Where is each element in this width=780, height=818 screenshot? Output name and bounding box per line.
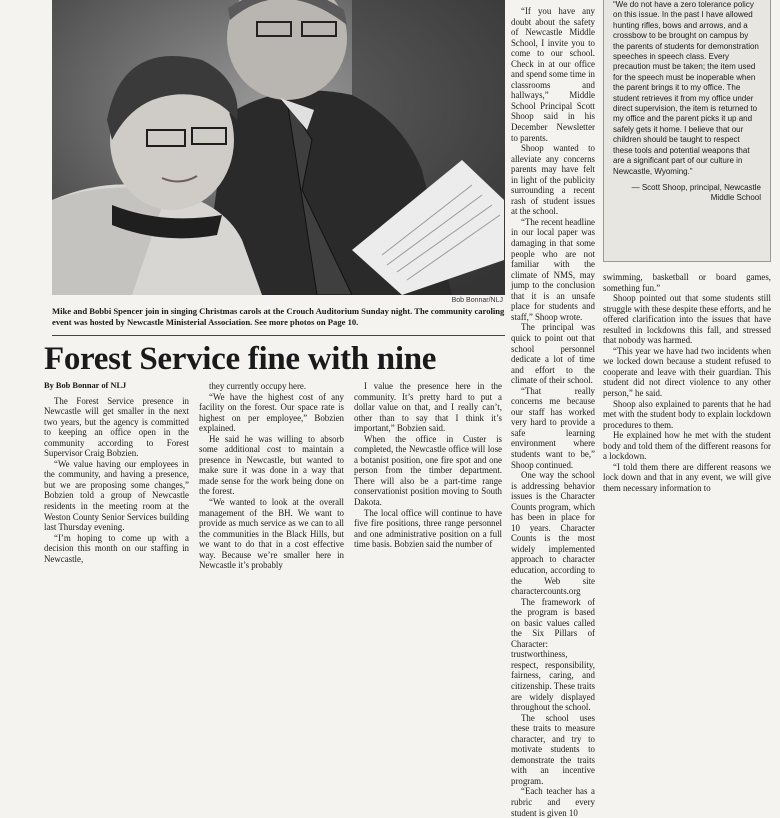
- paragraph: I value the presence here in the community. It’s pretty hard to put a dollar value on that, and I really can’t, other than to say that I think it’s important,” Bobzien said.: [354, 381, 502, 434]
- paragraph: The principal was quick to point out that school personnel dedicate a lot of time and effort to the climate of their school.: [511, 322, 595, 386]
- sidebar-attribution: — Scott Shoop, principal, Newcastle Middle School: [631, 182, 761, 203]
- byline: By Bob Bonnar of NLJ: [44, 381, 127, 390]
- sidebar-quote: “We do not have a zero tolerance policy on this issue. In the past I have allowed hunting rifles, bows and arrows, and a crossbow to be brought on campus by the parents of students for demonstration speeches in speech class. Every precaution must be taken; the item used for the speech must be inoperable when the parent brings it to my office. The student retrieves it from my office under direct supervision, the item is returned to my office and the parent picks it up and safely gets it home. I believe that our children should be taught to respect these tools and potential weapons that are a significant part of our culture in Newcastle, Wyoming.”: [613, 0, 759, 176]
- headline: Forest Service fine with nine: [44, 341, 437, 377]
- article1-col1: [44, 381, 189, 564]
- article1-col3: [354, 381, 502, 550]
- carolers-photo: [52, 0, 505, 295]
- paragraph: “Each teacher has a rubric and every student is given 10: [511, 786, 595, 818]
- paragraph: “I told them there are different reasons we lock down and that in any event, we will give them necessary information to: [603, 461, 771, 493]
- paragraph: they currently occupy here.: [209, 381, 307, 391]
- paragraph: The Forest Service presence in Newcastle will get smaller in the next two years, but the agency is committed to keeping an office open in the community according to Forest Supervisor Craig Bobzien.: [44, 395, 189, 459]
- paragraph: The local office will continue to have five fire positions, three range personnel and one administrative position on a full time basis. Bobzien said the number of: [354, 507, 502, 550]
- paragraph: “I’m hoping to come up with a decision this month on our staffing in Newcastle,: [44, 532, 189, 564]
- article1-col2: [199, 381, 344, 571]
- paragraph: swimming, basketball or board games, something fun.”: [603, 272, 771, 293]
- paragraph: Shoop pointed out that some students still struggle with these despite these efforts, and he offered clarification into the issues that have resulted in lockdowns this fall, and stressed that nobody was harmed.: [603, 293, 771, 346]
- paragraph: One way the school is addressing behavior issues is the Character Counts program, which has been in place for 10 years. Character Counts is the most widely implemented approach to character education, according to the Web site charactercounts.org: [511, 470, 595, 597]
- paragraph: “That really concerns me because our staff has worked very hard to provide a safe learning environment where students want to be,” Shoop continued.: [511, 385, 595, 470]
- paragraph: The school uses these traits to measure character, and try to motivate students to demonstrate the traits with an incentive program.: [511, 712, 595, 786]
- photo-caption: Mike and Bobbi Spencer join in singing Christmas carols at the Crouch Auditorium Sunday night. The community caroling event was hosted by Newcastle Ministerial Association. See more photos on Page 10.: [52, 306, 505, 327]
- article2-col1: [511, 6, 595, 818]
- quote-sidebar: [603, 0, 771, 262]
- paragraph: “The recent headline in our local paper was damaging in that some people who are not familiar with the climate of NMS, may jump to the conclusion that it is an unsafe place for students and staff,” Shoop wrote.: [511, 216, 595, 322]
- paragraph: The framework of the program is based on basic values called the Six Pillars of Character: trustworthiness, respect, responsibility, fairness, caring, and citizenship. These traits are widely displayed throughout the school.: [511, 596, 595, 713]
- paragraph: He said he was willing to absorb some additional cost to maintain a presence in Newcastle, but wanted to make sure it was done in a way that made sense for the work being done on the forest.: [199, 433, 344, 497]
- paragraph: “We value having our employees in the community, and having a presence, but we are proposing some changes,” Bobzien told a group of Newcastle residents in the meeting room at the Weston County Senior Services building last Thursday evening.: [44, 458, 189, 533]
- photo-credit: Bob Bonnar/NLJ: [451, 297, 503, 304]
- paragraph: When the office in Custer is completed, the Newcastle office will lose a botanist position, one fire spot and one person from the timber department. There will also be a part-time range conservationist position moving to South Dakota.: [354, 433, 502, 508]
- article2-col2: [603, 272, 771, 493]
- paragraph: Shoop also explained to parents that he had met with the student body to explain lockdown procedures to them.: [603, 398, 771, 430]
- paragraph: “This year we have had two incidents when we locked down because a student refused to cooperate and leave with their guardian. This student did not direct violence to any other person,” he said.: [603, 345, 771, 399]
- paragraph: He explained how he met with the student body and told them of the different reasons for a lockdown.: [603, 430, 771, 462]
- paragraph: “We have the highest cost of any facility on the forest. Our space rate is highest on per employee,” Bobzien explained.: [199, 391, 344, 434]
- paragraph: “We wanted to look at the overall management of the BH. We want to provide as much service as we can to all the communities in the Black Hills, but we want to do that in a cost effective way. Because we’re smaller here in Newcastle it’s probably: [199, 497, 344, 571]
- divider: [52, 335, 505, 336]
- paragraph: Shoop wanted to alleviate any concerns parents may have felt in light of the publicity surrounding a recent rash of student issues at the school.: [511, 143, 595, 217]
- paragraph: “If you have any doubt about the safety of Newcastle Middle School, I invite you to come to our school. Check in at our office and spend some time in classrooms and hallways,” Middle School Principal Scott Shoop said in his December Newsletter to parents.: [511, 6, 595, 143]
